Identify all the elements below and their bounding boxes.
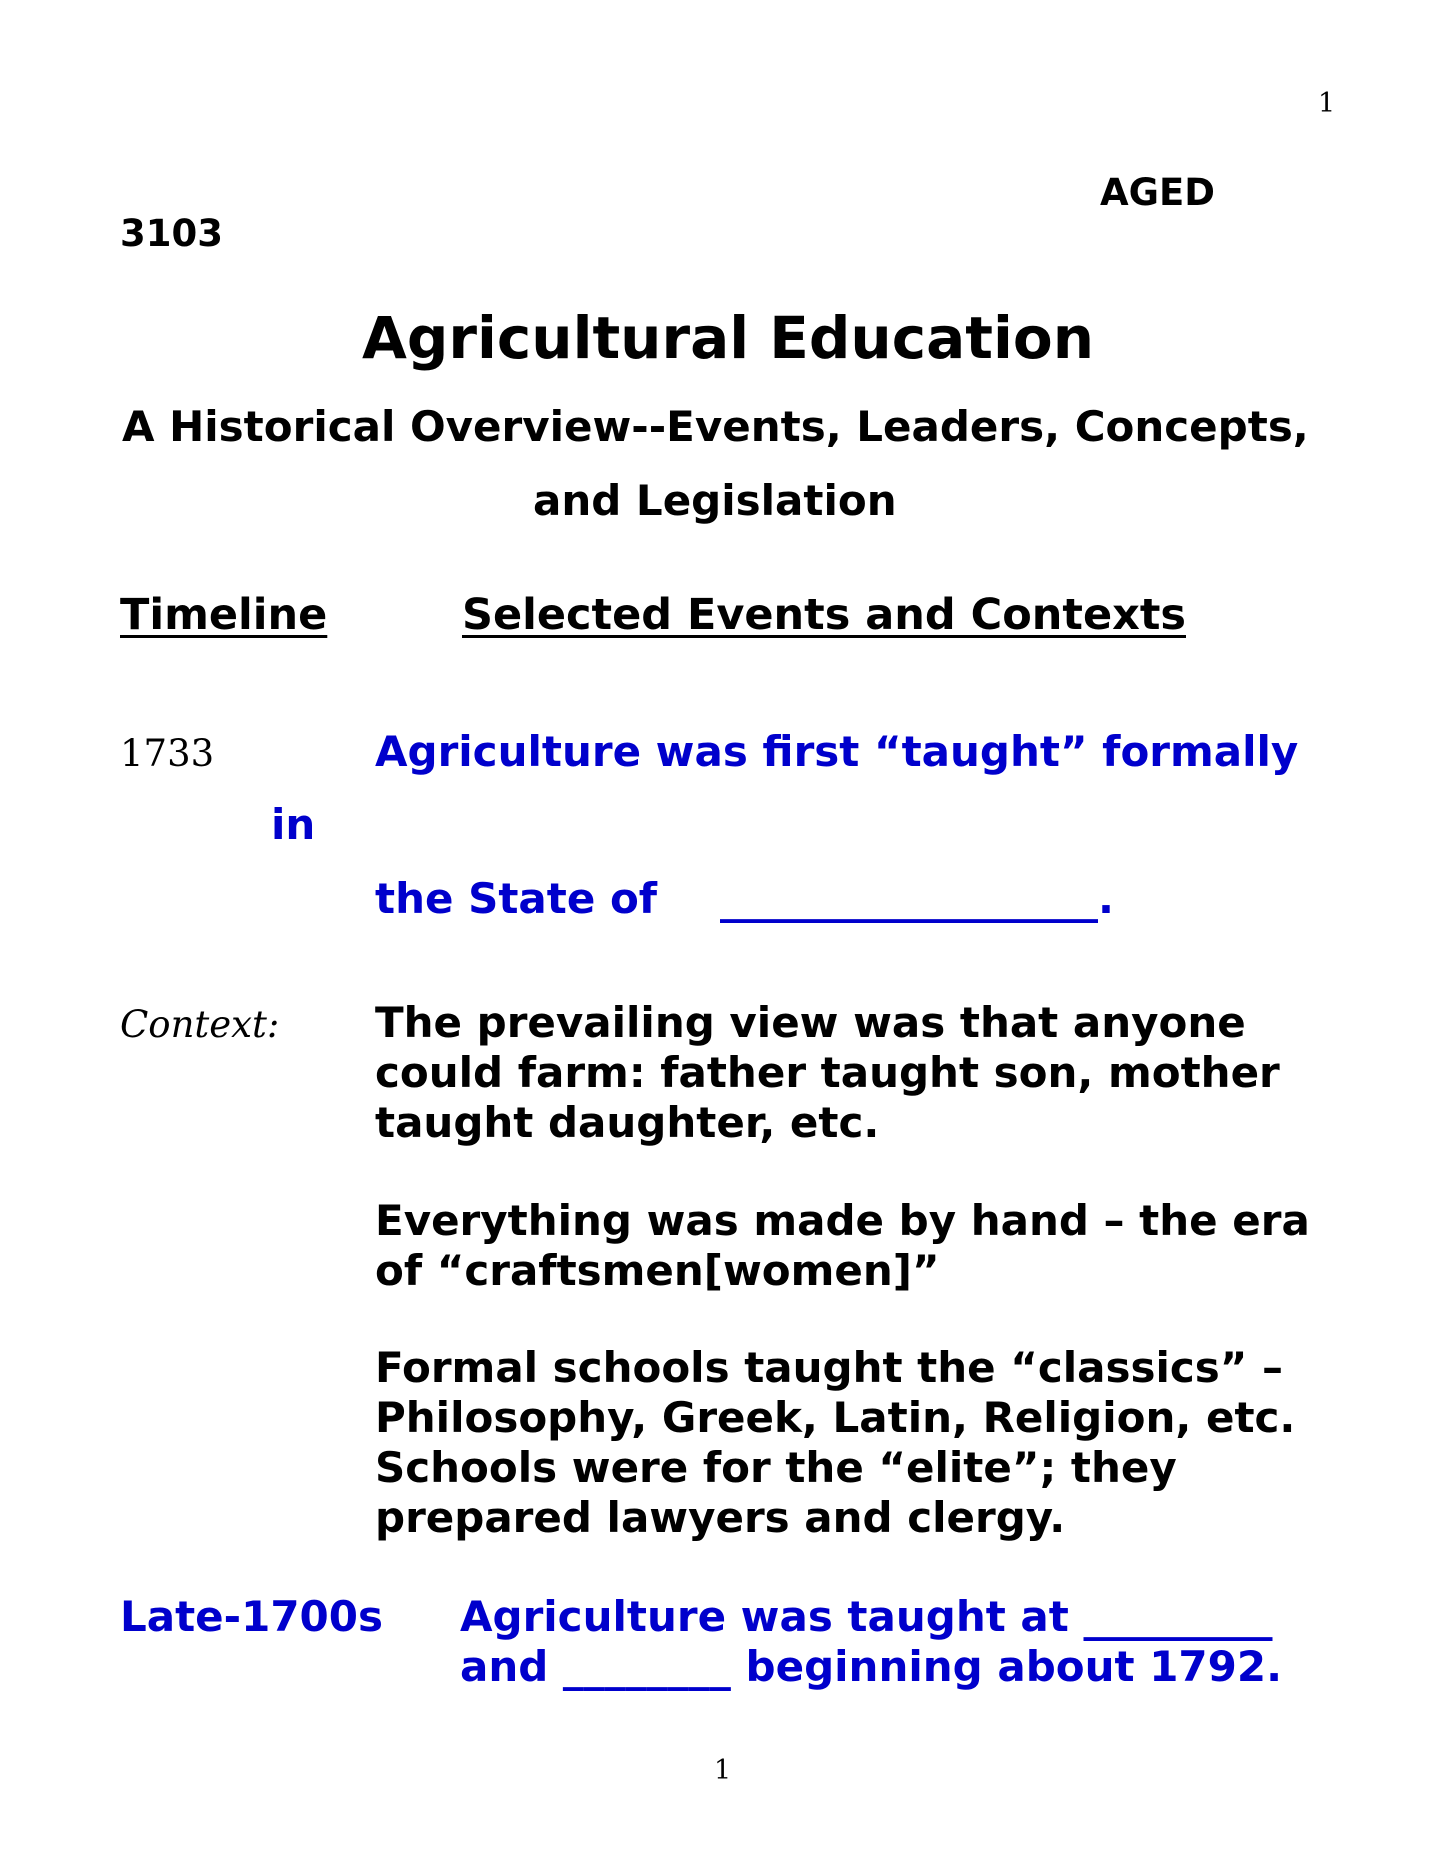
context-label: Context:	[120, 1003, 280, 1046]
context-para1-line3: taught daughter, etc.	[375, 1098, 880, 1147]
course-code-part1: AGED	[1100, 171, 1215, 214]
header-page-number: 1	[1318, 88, 1336, 119]
context-para3-line1: Formal schools taught the “classics” –	[375, 1343, 1284, 1392]
event-1733-blank: __________________.	[720, 874, 1114, 923]
context-para2-line1: Everything was made by hand – the era	[375, 1196, 1310, 1245]
subtitle-line2: and Legislation	[533, 476, 897, 525]
event-1733-line2: in	[271, 800, 316, 849]
event-1733-line3: the State of	[375, 874, 658, 923]
context-para2-line2: of “craftsmen[women]”	[375, 1246, 940, 1295]
subtitle-line1: A Historical Overview--Events, Leaders, Concepts,	[122, 402, 1309, 451]
event-late-1700s-line1: Agriculture was taught at _________	[460, 1592, 1273, 1641]
page-title: Agricultural Education	[362, 304, 1094, 372]
event-1733-line1: Agriculture was first “taught” formally	[375, 727, 1299, 776]
context-para3-line3: Schools were for the “elite”; they	[375, 1443, 1177, 1492]
context-para1-line2: could farm: father taught son, mother	[375, 1048, 1280, 1097]
event-late-1700s-line2: and ________ beginning about 1792.	[460, 1642, 1283, 1691]
course-code-part2: 3103	[120, 212, 223, 255]
year-late-1700s: Late-1700s	[120, 1592, 383, 1641]
context-para3-line4: prepared lawyers and clergy.	[375, 1493, 1066, 1542]
column-heading-timeline: Timeline	[120, 590, 328, 640]
year-1733: 1733	[120, 732, 215, 775]
column-heading-events: Selected Events and Contexts	[462, 590, 1186, 640]
context-para1-line1: The prevailing view was that anyone	[375, 998, 1246, 1047]
footer-page-number: 1	[714, 1755, 732, 1786]
context-para3-line2: Philosophy, Greek, Latin, Religion, etc.	[375, 1393, 1296, 1442]
